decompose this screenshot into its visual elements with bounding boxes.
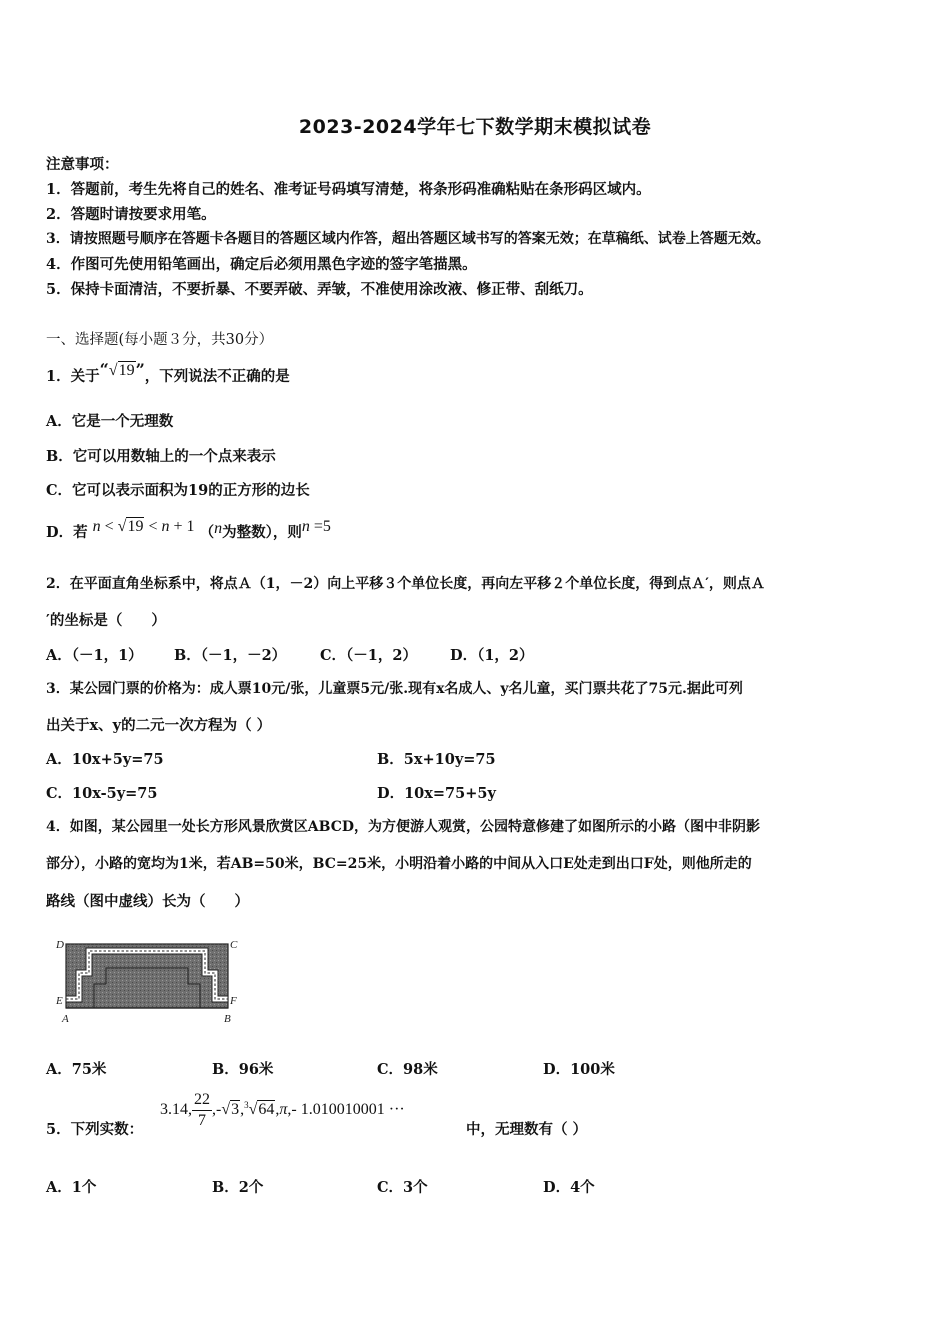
sqrt-radicand: 3 [231, 1101, 240, 1119]
label-b: B [224, 1013, 231, 1025]
math-plus-one: + 1 [169, 518, 195, 535]
sqrt-symbol: √ [117, 518, 127, 535]
math-n: n [214, 520, 223, 537]
quote-open: “ [99, 360, 109, 379]
question-5-option-a: A．1个 [46, 1179, 97, 1196]
option-d-prefix: D．若 [46, 524, 88, 541]
question-4-line-3: 路线（图中虚线）长为（ ） [46, 893, 249, 910]
expr-comma: , [275, 1101, 280, 1119]
notice-item: 3．请按照题号顺序在答题卡各题目的答题区域内作答，超出答题区域书写的答案无效；在草稿纸、试卷上答题无效。 [46, 231, 770, 247]
math-lt: < [100, 518, 118, 535]
cbrt-index: 3 [244, 1099, 249, 1110]
label-e: E [56, 995, 63, 1007]
question-2-option-b: B．（－1，－2） [174, 647, 287, 664]
option-d-condition: 为整数），则 [222, 524, 302, 541]
question-4-line-2: 部分），小路的宽均为1米，若AB=50米，BC=25米，小明沿着小路的中间从入口E处走到出口F处，则他所走的 [46, 856, 752, 872]
expr-neg: ,- [212, 1101, 222, 1119]
question-4-option-c: C．98米 [377, 1061, 438, 1078]
question-4-option-b: B．96米 [212, 1061, 274, 1078]
math-n: n [161, 518, 170, 535]
question-2-option-a: A．（－1，1） [46, 647, 143, 664]
cbrt-radicand: 64 [258, 1101, 275, 1119]
page-title: 2023-2024学年七下数学期末模拟试卷 [298, 116, 652, 138]
notice-heading: 注意事项： [46, 156, 119, 173]
sqrt-radicand: 19 [127, 518, 144, 535]
question-5-option-d: D．4个 [543, 1179, 595, 1196]
question-1-stem [46, 360, 290, 386]
park-path-figure [54, 936, 244, 1028]
question-3-option-b: B．5x+10y=75 [377, 751, 496, 768]
question-2-line-1: 2．在平面直角坐标系中，将点Ａ（1，－2）向上平移３个单位长度，再向左平移２个单位长度，得到点Ａ′，则点Ａ [46, 576, 765, 592]
math-lt: < [144, 518, 162, 535]
notice-item: 5．保持卡面清洁，不要折暴、不要弄破、弄皱，不准使用涂改液、修正带、刮纸刀。 [46, 281, 593, 298]
question-1-suffix: ，下列说法不正确的是 [144, 368, 290, 385]
question-1-option-c: C．它可以表示面积为19的正方形的边长 [46, 482, 310, 499]
question-1-prefix: 1．关于 [46, 368, 100, 385]
label-a: A [62, 1013, 69, 1025]
question-5-option-c: C．3个 [377, 1179, 428, 1196]
question-4-line-1: 4．如图，某公园里一处长方形风景欣赏区ABCD，为方便游人观赏，公园特意修建了如图所示的小路（图中非阴影 [46, 819, 760, 835]
label-f: F [230, 995, 237, 1007]
question-5-option-b: B．2个 [212, 1179, 264, 1196]
question-1-option-d [46, 518, 331, 542]
question-2-option-c: C．（－1，2） [320, 647, 417, 664]
notice-item: 4．作图可先使用铅笔画出，确定后必须用黑色字迹的签字笔描黑。 [46, 256, 477, 273]
question-3-option-c: C．10x-5y=75 [46, 785, 158, 802]
question-2-line-2: ′的坐标是（ ） [46, 612, 166, 629]
question-1-option-a: A．它是一个无理数 [46, 413, 174, 430]
sqrt-symbol: √ [108, 362, 118, 379]
fraction-numerator: 22 [192, 1092, 212, 1111]
label-d: D [56, 939, 64, 951]
fraction-22-7 [192, 1092, 212, 1129]
question-1-option-b: B．它可以用数轴上的一个点来表示 [46, 448, 276, 465]
pi-symbol: π [279, 1101, 288, 1119]
quote-close: ” [135, 360, 145, 379]
question-3-line-2: 出关于x、y的二元一次方程为（ ） [46, 717, 272, 734]
question-5-prefix: 5．下列实数： [46, 1121, 144, 1138]
expr-314: 3.14, [160, 1101, 192, 1119]
question-5-suffix: 中，无理数有（ ） [466, 1121, 588, 1138]
question-3-option-d: D．10x=75+5y [377, 785, 496, 802]
question-4-option-a: A．75米 [46, 1061, 107, 1078]
question-5-expression [160, 1092, 405, 1129]
sqrt-symbol: √ [248, 1101, 258, 1119]
notice-item: 2．答题时请按要求用笔。 [46, 206, 216, 223]
expr-repeating-decimal: ,- 1.010010001 ··· [287, 1101, 405, 1119]
question-2-option-d: D．（1，2） [450, 647, 534, 664]
math-n: n [301, 518, 310, 535]
sqrt-radicand: 19 [118, 362, 135, 379]
math-n: n [92, 518, 101, 535]
question-4-option-d: D．100米 [543, 1061, 615, 1078]
section-heading: 一、选择题(每小题３分，共30分） [46, 332, 274, 348]
math-equals-five: =5 [309, 518, 331, 535]
question-3-option-a: A．10x+5y=75 [46, 751, 164, 768]
expr-comma: , [240, 1101, 245, 1119]
notice-item: 1．答题前，考生先将自己的姓名、准考证号码填写清楚，将条形码准确粘贴在条形码区域内。 [46, 181, 651, 198]
label-c: C [230, 939, 238, 951]
question-3-line-1: 3．某公园门票的价格为：成人票10元/张，儿童票5元/张.现有x名成人、y名儿童，买门票共花了75元.据此可列 [46, 681, 743, 697]
fraction-denominator: 7 [198, 1112, 206, 1129]
paren-open: （ [199, 524, 215, 541]
sqrt-symbol: √ [221, 1101, 231, 1119]
